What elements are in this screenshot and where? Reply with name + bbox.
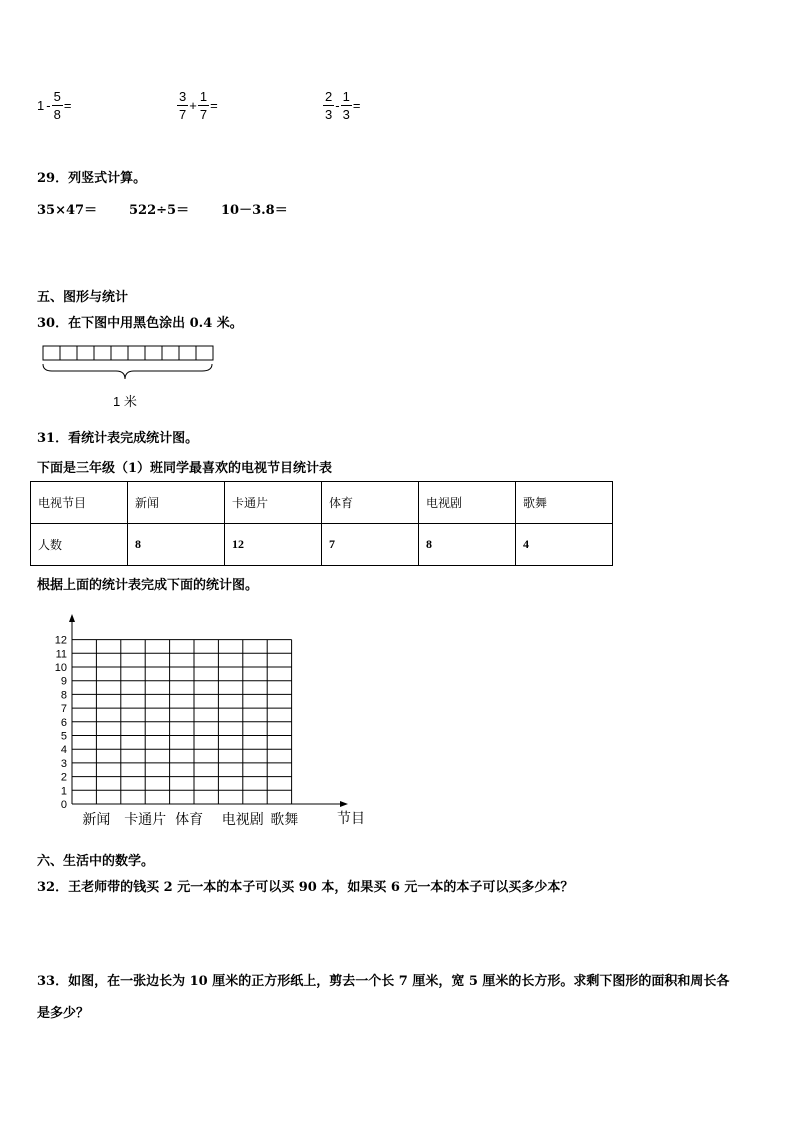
numerator: 1: [342, 89, 350, 104]
question-30-title: 30．在下图中用黑色涂出 0.4 米。: [37, 316, 243, 331]
numerator: 5: [53, 89, 61, 104]
operator: -: [335, 98, 340, 113]
denominator: 3: [342, 107, 350, 122]
denominator: 8: [53, 107, 61, 122]
x-tick-label: 体育: [175, 812, 204, 828]
y-tick-label: 9: [60, 675, 67, 688]
fraction-problem-1: [36, 88, 72, 123]
whole-number: 1: [37, 98, 45, 113]
table-cell: 电视剧: [419, 482, 516, 524]
table-row: [31, 524, 613, 566]
strip-cells[interactable]: [43, 346, 213, 360]
strip-cell[interactable]: [94, 346, 111, 360]
y-tick-label: 10: [54, 662, 67, 674]
section-5-heading: 五、图形与统计: [37, 290, 129, 305]
fraction-problem-3: [323, 88, 361, 123]
y-tick-label: 4: [60, 744, 67, 757]
y-axis-arrow-icon: [69, 614, 75, 622]
numerator: 3: [179, 89, 187, 104]
equals-sign: =: [63, 98, 72, 113]
y-tick-label: 2: [60, 771, 67, 784]
bar-chart-grid: [40, 610, 380, 835]
calc-item-1: 35×47＝: [37, 203, 98, 218]
table-cell: 新闻: [128, 482, 225, 524]
fraction: [52, 88, 63, 123]
table-header-row: [31, 482, 613, 524]
y-tick-label: 6: [60, 716, 67, 729]
operator: -: [46, 98, 51, 113]
denominator: 7: [199, 107, 208, 122]
x-tick-label: 歌舞: [270, 812, 299, 828]
x-tick-label: 电视剧: [221, 812, 264, 828]
calc-item-3: 10－3.8＝: [221, 203, 288, 218]
equals-sign: =: [352, 98, 361, 113]
table-cell: 电视节目: [31, 482, 128, 524]
chart-grid: [72, 640, 292, 804]
statistics-table: [30, 481, 613, 566]
x-axis-label: 节目: [337, 811, 365, 827]
table-cell: 8: [419, 524, 516, 566]
brace: [43, 364, 212, 379]
strip-cell[interactable]: [196, 346, 213, 360]
y-tick-label: 7: [60, 703, 67, 716]
table-cell: 4: [516, 524, 613, 566]
chart-y-ticks: [55, 635, 67, 811]
x-axis-arrow-icon: [340, 801, 348, 807]
question-33-line-2: 是多少？: [37, 1006, 90, 1021]
denominator: 3: [325, 107, 333, 122]
fraction: [177, 88, 188, 123]
operator: +: [189, 98, 197, 113]
strip-cell[interactable]: [162, 346, 179, 360]
table-cell: 7: [322, 524, 419, 566]
table-cell: 歌舞: [516, 482, 613, 524]
fraction-problem-2: [177, 88, 219, 123]
x-tick-label: 新闻: [82, 812, 111, 828]
y-tick-label: 3: [60, 757, 67, 770]
question-33-line-1: 33．如图，在一张边长为 10 厘米的正方形纸上，剪去一个长 7 厘米，宽 5 厘米的长方形。求剩下图形的面积和周长各: [37, 974, 730, 989]
x-tick-label: 卡通片: [124, 812, 167, 828]
strip-cell[interactable]: [128, 346, 145, 360]
calc-item-2: 522÷5＝: [129, 203, 190, 218]
y-tick-label: 12: [54, 634, 67, 647]
strip-cell[interactable]: [179, 346, 196, 360]
strip-cell[interactable]: [77, 346, 94, 360]
strip-cell[interactable]: [145, 346, 162, 360]
numerator: 2: [325, 89, 333, 104]
question-31-title: 31．看统计表完成统计图。: [37, 431, 199, 446]
fraction: [198, 88, 209, 123]
chart-instruction: 根据上面的统计表完成下面的统计图。: [37, 578, 259, 593]
table-cell: 人数: [31, 524, 128, 566]
y-tick-label: 1: [60, 785, 67, 798]
y-tick-label: 8: [60, 689, 67, 702]
numerator: 1: [199, 89, 208, 104]
equals-sign: =: [210, 98, 218, 113]
question-29-title: 29．列竖式计算。: [37, 171, 147, 186]
y-tick-label: 11: [55, 648, 67, 661]
chart-x-ticks: [82, 811, 298, 828]
denominator: 7: [179, 107, 187, 122]
y-tick-label: 5: [60, 730, 67, 743]
fraction: [341, 88, 352, 123]
table-cell: 8: [128, 524, 225, 566]
strip-label: 1 米: [113, 394, 137, 409]
question-32: 32．王老师带的钱买 2 元一本的本子可以买 90 本，如果买 6 元一本的本子可以买多少本？: [37, 880, 574, 895]
table-title: 下面是三年级（1）班同学最喜欢的电视节目统计表: [37, 461, 333, 476]
strip-cell[interactable]: [60, 346, 77, 360]
strip-cell[interactable]: [111, 346, 128, 360]
y-tick-label: 0: [60, 799, 67, 811]
strip-cell[interactable]: [43, 346, 60, 360]
table-cell: 体育: [322, 482, 419, 524]
table-cell: 卡通片: [225, 482, 322, 524]
table-cell: 12: [225, 524, 322, 566]
section-6-heading: 六、生活中的数学。: [37, 854, 155, 869]
fraction: [323, 88, 334, 123]
